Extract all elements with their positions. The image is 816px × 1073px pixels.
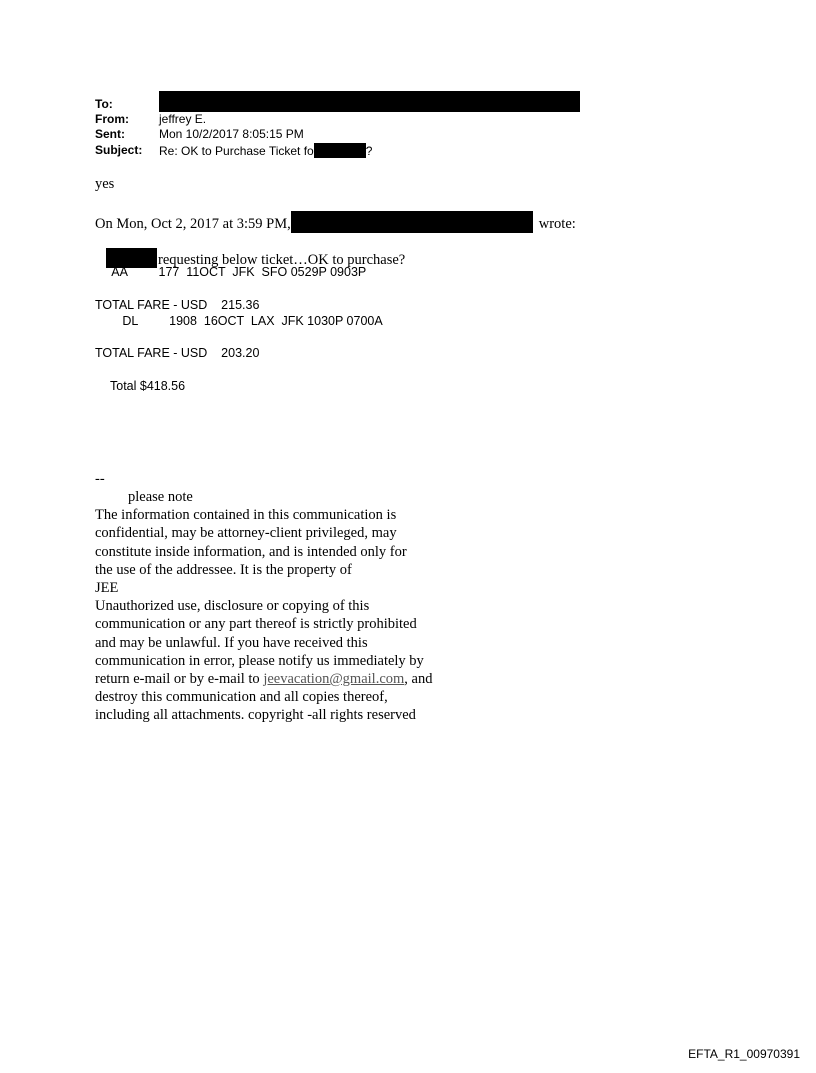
disclaimer-line: and may be unlawful. If you have received this [95,634,368,651]
fare-line-2: TOTAL FARE - USD 203.20 [95,346,260,360]
flight-line-1: AA 177 11OCT JFK SFO 0529P 0903P [105,265,367,279]
total-line: Total $418.56 [110,379,186,393]
disclaimer-line: confidential, may be attorney-client privileged, may [95,525,397,542]
subject-value [159,143,372,158]
from-label: From: [95,112,129,126]
subject-label: Subject: [95,143,143,157]
quoted-intro-suffix: wrote: [538,216,576,232]
sent-label: Sent: [95,127,125,141]
to-label: To: [95,97,113,111]
disclaimer-line: including all attachments. copyright -all rights reserved [95,707,416,724]
sent-value: Mon 10/2/2017 8:05:15 PM [159,127,304,141]
disclaimer-line: the use of the addressee. It is the property of [95,561,352,578]
document-id: EFTA_R1_00970391 [688,1047,800,1061]
subject-prefix: Re: OK to Purchase Ticket fo [159,144,314,158]
email-line-prefix: return e-mail or by e-mail to [95,671,264,688]
quoted-intro-prefix: On Mon, Oct 2, 2017 at 3:59 PM, [95,216,291,232]
from-value: jeffrey E. [159,112,207,126]
email-line-suffix: , and [404,671,433,688]
redaction-block [291,211,533,233]
disclaimer-line: communication in error, please notify us immediately by [95,652,424,669]
fare-line-1: TOTAL FARE - USD 215.36 [95,298,260,312]
disclaimer-line: The information contained in this communication is [95,507,397,524]
disclaimer-line: constitute inside information, and is intended only for [95,543,407,560]
disclaimer-line: JEE [95,580,119,597]
disclaimer-line: communication or any part thereof is strictly prohibited [95,616,417,633]
subject-suffix: ? [365,144,373,158]
redaction-block [159,91,580,112]
disclaimer-line: Unauthorized use, disclosure or copying of this [95,598,370,615]
email-link[interactable]: jeevacation@gmail.com [263,671,405,688]
reply-text: yes [95,176,115,192]
quoted-intro [95,211,576,233]
disclaimer-note: please note [128,489,193,505]
request-text: requesting below ticket…OK to purchase? [158,252,406,268]
disclaimer-line: destroy this communication and all copies thereof, [95,689,388,706]
signature-separator: -- [95,471,105,487]
disclaimer [95,488,432,725]
flight-line-2: DL 1908 16OCT LAX JFK 1030P 0700A [105,314,383,328]
disclaimer-email-line [95,670,432,688]
to-value-redacted [159,97,580,112]
redaction-block [314,143,366,158]
